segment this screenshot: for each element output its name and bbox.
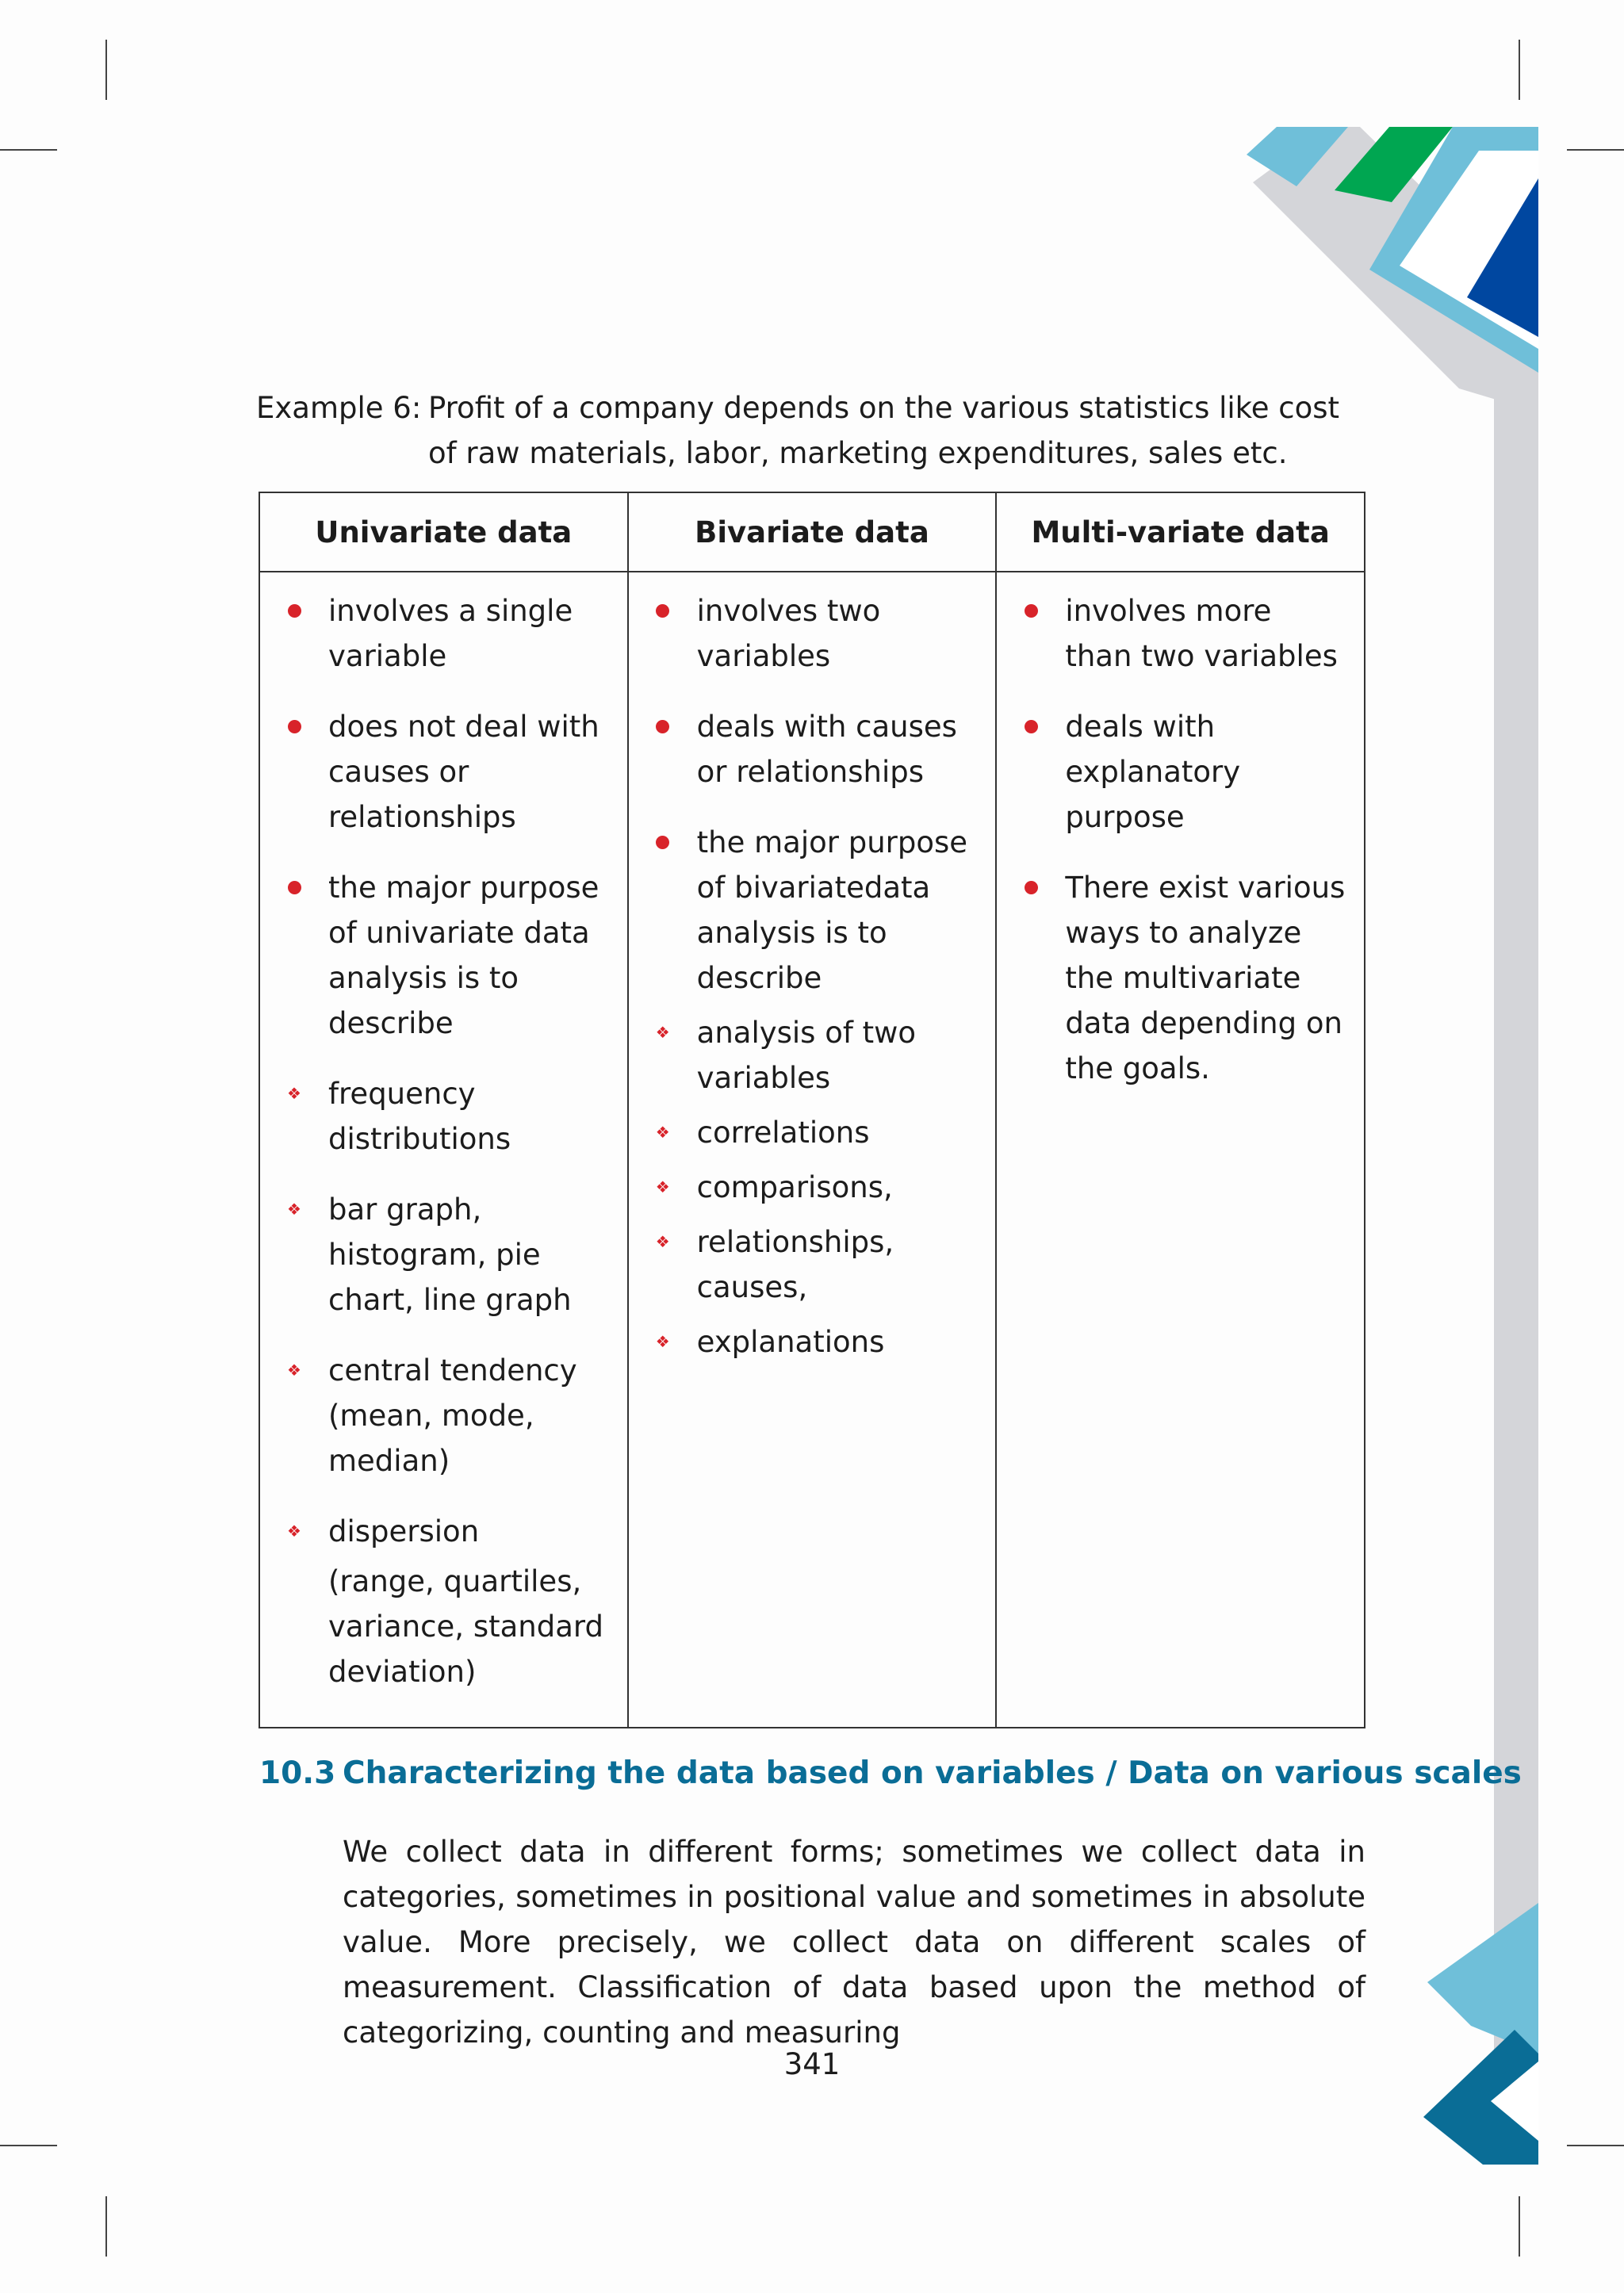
list-item-text: dispersion bbox=[328, 1514, 480, 1548]
list-item bbox=[651, 1319, 979, 1365]
bullet-diamond-icon: ❖ bbox=[655, 1332, 670, 1351]
bullet-dot-icon bbox=[1019, 865, 1043, 910]
list-item bbox=[651, 820, 979, 1001]
header-bivariate: Bivariate data bbox=[628, 492, 997, 572]
example-label: Example 6: bbox=[256, 391, 422, 425]
bullet-dot-icon bbox=[651, 820, 675, 865]
header-multivariate: Multi-variate data bbox=[996, 492, 1365, 572]
multivariate-list bbox=[1019, 588, 1346, 1091]
bullet-diamond-icon: ❖ bbox=[287, 1084, 301, 1103]
bullet-dot-icon bbox=[651, 588, 675, 634]
list-item bbox=[651, 1165, 979, 1210]
list-item-text: There exist various ways to analyze the multivariate data depending on the goals. bbox=[1065, 871, 1346, 1085]
body-paragraph: We collect data in different forms; sometimes we collect data in categories, sometimes in positional value and sometimes in absolute value. More precisely, we collect data on different scales of measurement. Classification of data based upon the method of categorizing, counting and measuring bbox=[343, 1835, 1365, 2050]
list-item-text: involves more than two variables bbox=[1065, 594, 1338, 673]
bullet-dot-icon bbox=[1019, 704, 1043, 749]
list-item bbox=[282, 1509, 610, 1554]
column-univariate bbox=[259, 572, 628, 1728]
bullet-diamond-icon: ❖ bbox=[655, 1123, 670, 1142]
list-item-text: does not deal with causes or relationships bbox=[328, 710, 599, 834]
section-number: 10.3 bbox=[259, 1755, 336, 1791]
list-item-text: deals with explanatory purpose bbox=[1065, 710, 1241, 834]
comparison-table bbox=[259, 492, 1365, 1728]
bullet-diamond-icon: ❖ bbox=[287, 1361, 301, 1380]
list-item-text: bar graph, histogram, pie chart, line graph bbox=[328, 1192, 572, 1317]
list-item-text: (range, quartiles, variance, standard deviation) bbox=[328, 1564, 603, 1689]
bullet-diamond-icon: ❖ bbox=[287, 1200, 301, 1219]
list-item-text: central tendency (mean, mode, median) bbox=[328, 1353, 577, 1478]
list-item-text: the major purpose of univariate data analysis is to describe bbox=[328, 871, 599, 1040]
list-item bbox=[651, 1110, 979, 1155]
list-item bbox=[1019, 865, 1346, 1091]
section-heading bbox=[259, 1755, 1522, 1791]
list-item-text: frequency distributions bbox=[328, 1077, 511, 1156]
page-number: 341 bbox=[783, 2047, 841, 2081]
bullet-dot-icon bbox=[282, 588, 306, 634]
bullet-dot-icon bbox=[282, 865, 306, 910]
list-item-text: involves a single variable bbox=[328, 594, 573, 673]
list-item bbox=[282, 865, 610, 1046]
list-item bbox=[651, 704, 979, 794]
bullet-diamond-icon: ❖ bbox=[287, 1522, 301, 1541]
list-item-text: correlations bbox=[696, 1116, 870, 1150]
list-item-text: the major purpose of bivariatedata analysis is to describe bbox=[696, 825, 968, 995]
list-item bbox=[651, 588, 979, 679]
list-item-text: relationships, causes, bbox=[696, 1225, 894, 1304]
bullet-dot-icon bbox=[651, 704, 675, 749]
list-item bbox=[282, 704, 610, 840]
list-item bbox=[282, 588, 610, 679]
list-item bbox=[282, 1187, 610, 1323]
bullet-diamond-icon: ❖ bbox=[655, 1177, 670, 1196]
column-bivariate bbox=[628, 572, 997, 1728]
column-multivariate bbox=[996, 572, 1365, 1728]
bullet-diamond-icon: ❖ bbox=[655, 1023, 670, 1042]
list-item-text: deals with causes or relationships bbox=[696, 710, 957, 789]
bullet-dot-icon bbox=[1019, 588, 1043, 634]
table-header-row bbox=[259, 492, 1365, 572]
list-item bbox=[282, 1071, 610, 1162]
list-item bbox=[1019, 704, 1346, 840]
list-item-text: involves two variables bbox=[696, 594, 881, 673]
bullet-diamond-icon: ❖ bbox=[655, 1232, 670, 1251]
example-text: Profit of a company depends on the various statistics like cost of raw materials, labor, marketing expenditures, sales etc. bbox=[428, 391, 1340, 470]
list-item bbox=[1019, 588, 1346, 679]
section-title: Characterizing the data based on variables / Data on various scales bbox=[343, 1755, 1522, 1791]
header-univariate: Univariate data bbox=[259, 492, 628, 572]
table-body-row bbox=[259, 572, 1365, 1728]
univariate-list bbox=[282, 588, 610, 1694]
bullet-dot-icon bbox=[282, 704, 306, 749]
list-item-text: analysis of two variables bbox=[696, 1016, 917, 1095]
list-item-text: comparisons, bbox=[696, 1170, 893, 1204]
bivariate-list bbox=[651, 588, 979, 1365]
list-item bbox=[282, 1348, 610, 1483]
list-item bbox=[282, 1559, 610, 1694]
list-item-text: explanations bbox=[696, 1325, 885, 1359]
list-item bbox=[651, 1219, 979, 1310]
list-item bbox=[651, 1010, 979, 1101]
